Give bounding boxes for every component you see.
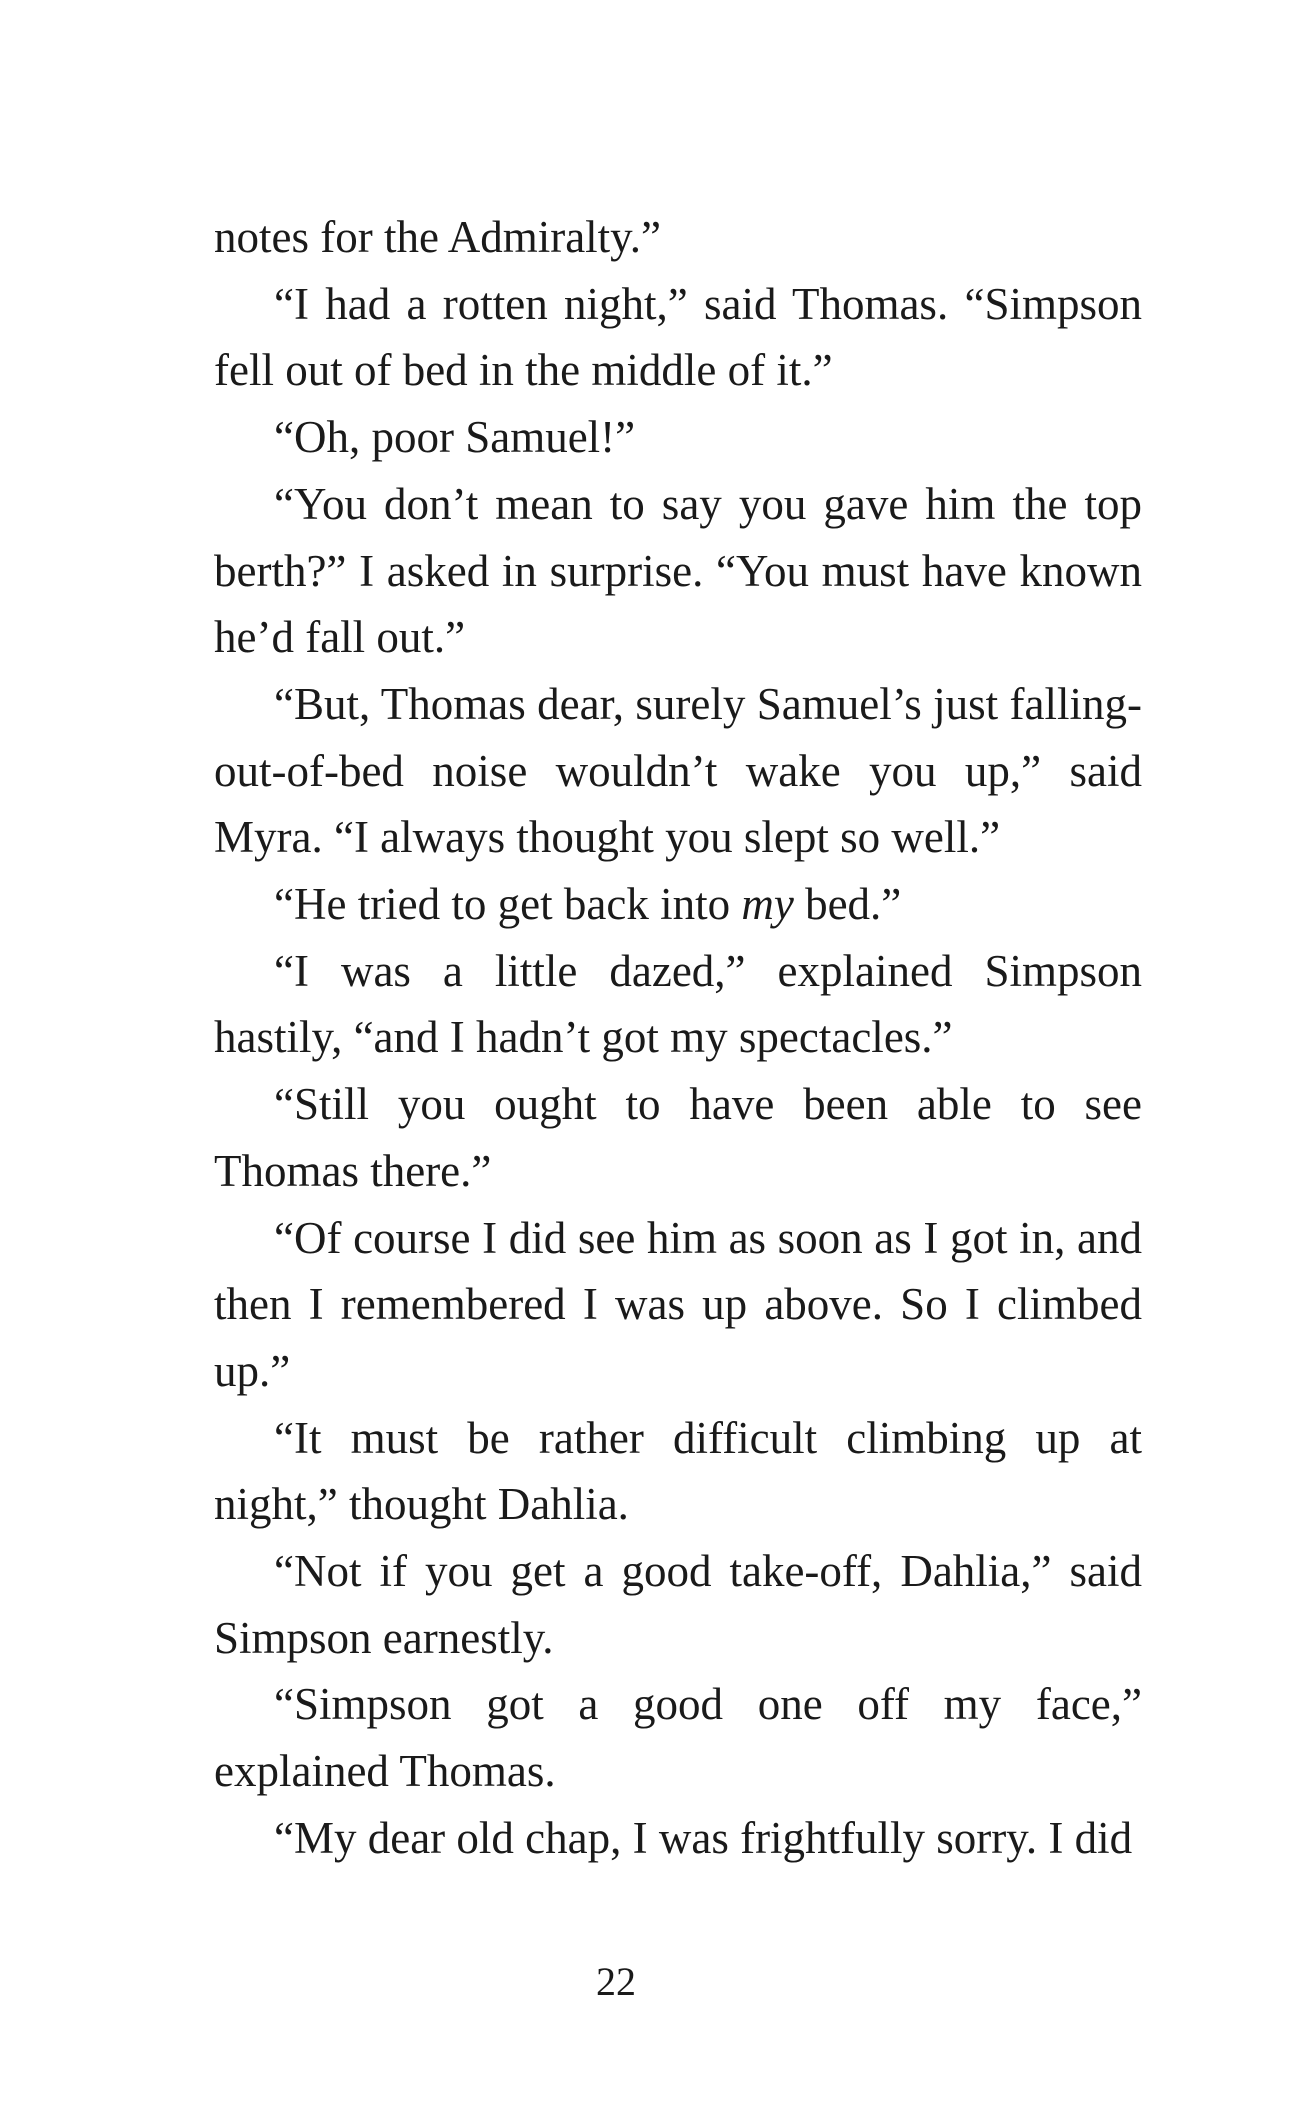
emphasis-text: my bbox=[741, 879, 794, 930]
paragraph: “You don’t mean to say you gave him the top berth?” I asked in surprise. “You must have known he’d fall out.” bbox=[214, 478, 1142, 663]
paragraph: “But, Thomas dear, surely Samuel’s just falling-out-of-bed noise wouldn’t wake you up,” said Myra. “I always thought you slept so well.” bbox=[214, 678, 1142, 863]
paragraph: “I had a rotten night,” said Thomas. “Simpson fell out of bed in the middle of it.” bbox=[214, 278, 1142, 396]
paragraph: “Oh, poor Samuel!” bbox=[274, 412, 636, 463]
paragraph: notes for the Admiralty.” bbox=[214, 212, 661, 262]
paragraph: “Simpson got a good one off my face,” explained Thomas. bbox=[214, 1679, 1142, 1797]
paragraph: “Still you ought to have been able to see Thomas there.” bbox=[214, 1079, 1142, 1196]
paragraph: “Of course I did see him as soon as I got in, and then I remembered I was up above. So I climbed up.” bbox=[214, 1212, 1142, 1396]
paragraph: “Not if you get a good take-off, Dahlia,” said Simpson earnestly. bbox=[214, 1546, 1142, 1663]
paragraph: “My dear old chap, I was frightfully sorry. I did bbox=[274, 1812, 1133, 1863]
paragraph: “It must be rather difficult climbing up at night,” thought Dahlia. bbox=[214, 1412, 1142, 1530]
paragraph: “I was a little dazed,” explained Simpson hastily, “and I hadn’t got my spectacles.” bbox=[214, 945, 1142, 1063]
body-text bbox=[214, 204, 1142, 1872]
paragraph-text: “He tried to get back into bbox=[274, 879, 742, 930]
page-number: 22 bbox=[596, 1959, 636, 2004]
paragraph-text: bed.” bbox=[793, 879, 902, 930]
paragraph bbox=[214, 871, 1142, 938]
